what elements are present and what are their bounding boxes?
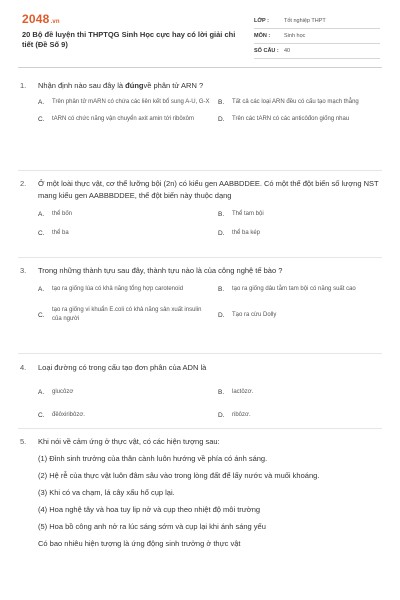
meta-grade: LỚP : Tốt nghiệp THPT — [254, 14, 380, 29]
question-2: 2. Ở một loài thực vật, cơ thể lưỡng bội (2n) có kiểu gen AABBDDEE. Có một thể đột biến số lượng NST mang kiểu gen AABBBDDEE, thể đột biến này thuộc dạng A. thể bốn B. Thể tam bội C. thể ba D. thể ba kép — [20, 178, 382, 238]
statement-item: Có bao nhiêu hiện tượng là ứng động sinh trưởng ở thực vật — [38, 539, 241, 548]
meta-question-count: SỐ CÂU : 40 — [254, 44, 380, 59]
option-b[interactable]: B. tạo ra giống dâu tằm tam bội có năng suất cao — [218, 286, 356, 293]
question-separator — [18, 257, 382, 258]
option-c[interactable]: C. đêôxiribôzơ. — [38, 412, 85, 419]
question-separator — [18, 353, 382, 354]
question-separator — [18, 428, 382, 429]
exam-title: 20 Bộ đề luyện thi THPTQG Sinh Học cực hay có lời giải chi tiết (Đề Số 9) — [22, 30, 236, 49]
question-stem: Trong những thành tựu sau đây, thành tựu nào là của công nghệ tế bào ? — [38, 266, 283, 275]
header-divider — [18, 67, 382, 68]
option-a[interactable]: A. tạo ra giống lúa có khả năng tổng hợp carotenoid — [38, 286, 184, 293]
statement-item: (4) Hoa nghệ tây và hoa tuy lip nở và cụp theo nhiệt độ môi trường — [38, 505, 261, 514]
option-d[interactable]: D. ribôzơ. — [218, 412, 251, 419]
option-a[interactable]: A. Trên phân tử mARN có chứa các liên kết bổ sung A-U, G-X — [38, 99, 210, 106]
question-3: 3. Trong những thành tựu sau đây, thành tựu nào là của công nghệ tế bào ? A. tạo ra giống lúa có khả năng tổng hợp carotenoid B. tạo ra giống dâu tằm tam bội có năng suất cao C. tạo ra giống vi khuẩn E.coli có khả năng sản xuất insulin của người D. Tạo ra cừu Dolly — [20, 265, 382, 324]
meta-subject: MÔN : Sinh học — [254, 29, 380, 44]
question-4: 4. Loại đường có trong cấu tạo đơn phân của ADN là A. glucôzơ B. lactôzơ. C. đêôxiribôzơ. D. ribôzơ. — [20, 362, 382, 420]
site-logo[interactable]: 2048.vn — [22, 12, 60, 26]
statement-list — [38, 453, 382, 550]
question-separator — [18, 170, 382, 171]
statement-item: (5) Hoa bồ công anh nở ra lúc sáng sớm và cụp lại khi ánh sáng yếu — [38, 522, 266, 531]
option-c[interactable]: C. tạo ra giống vi khuẩn E.coli có khả năng sản xuất insulin của người — [38, 307, 202, 322]
option-c[interactable]: C. thể ba — [38, 230, 69, 237]
question-stem: Khi nói về cảm ứng ở thực vật, có các hiện tượng sau: — [38, 437, 220, 446]
question-5: 5. Khi nói về cảm ứng ở thực vật, có các hiện tượng sau: (1) Đỉnh sinh trưởng của thân cành luôn hướng về phía có ánh sáng. (2) Hệ rễ của thực vật luôn đâm sâu vào trong lòng đất để lấy nước và muối khoáng. (3) Khi có va chạm, lá cây xấu hổ cụp lại. (4) Hoa nghệ tây và hoa tuy lip nở và cụp theo nhiệt độ môi trường (5) Hoa bồ công anh nở ra lúc sáng sớm và cụp lại khi ánh sáng yếu Có bao nhiêu hiện tượng là ứng động sinh trưởng ở thực vật — [20, 436, 382, 550]
option-a[interactable]: A. glucôzơ — [38, 389, 74, 396]
exam-meta — [254, 14, 380, 59]
option-a[interactable]: A. thể bốn — [38, 211, 73, 218]
statement-item: (3) Khi có va chạm, lá cây xấu hổ cụp lại. — [38, 488, 175, 497]
statement-item: (2) Hệ rễ của thực vật luôn đâm sâu vào trong lòng đất để lấy nước và muối khoáng. — [38, 471, 320, 480]
option-d[interactable]: D. Trên các tARN có các anticôđon giống nhau — [218, 116, 350, 123]
option-b[interactable]: B. Tất cả các loại ARN đều có cấu tạo mạch thẳng — [218, 99, 359, 106]
option-c[interactable]: C. tARN có chức năng vận chuyển axit amin tới ribôxôm — [38, 116, 195, 123]
question-stem: Loại đường có trong cấu tạo đơn phân của ADN là — [38, 363, 207, 372]
option-d[interactable]: D. Tạo ra cừu Dolly — [218, 311, 277, 319]
option-d[interactable]: D. thể ba kép — [218, 230, 261, 237]
option-b[interactable]: B. Thể tam bội — [218, 211, 264, 218]
option-b[interactable]: B. lactôzơ. — [218, 389, 254, 396]
statement-item: (1) Đỉnh sinh trưởng của thân cành luôn hướng về phía có ánh sáng. — [38, 454, 268, 463]
question-stem: Nhận định nào sau đây là đúngvề phân tử ARN ? — [38, 81, 204, 90]
question-stem: Ở một loài thực vật, cơ thể lưỡng bội (2n) có kiểu gen AABBDDEE. Có một thể đột biến số lượng NST mang kiểu gen AABBBDDEE, thể đột biến này thuộc dạng — [38, 179, 379, 200]
question-1: 1. Nhận định nào sau đây là đúngvề phân tử ARN ? A. Trên phân tử mARN có chứa các liên kết bổ sung A-U, G-X B. Tất cả các loại ARN đều có cấu tạo mạch thẳng C. tARN có chức năng vận chuyển axit amin tới ribôxôm D. Trên các tARN có các anticôđon giống nhau — [20, 80, 382, 124]
exam-header — [0, 0, 400, 62]
